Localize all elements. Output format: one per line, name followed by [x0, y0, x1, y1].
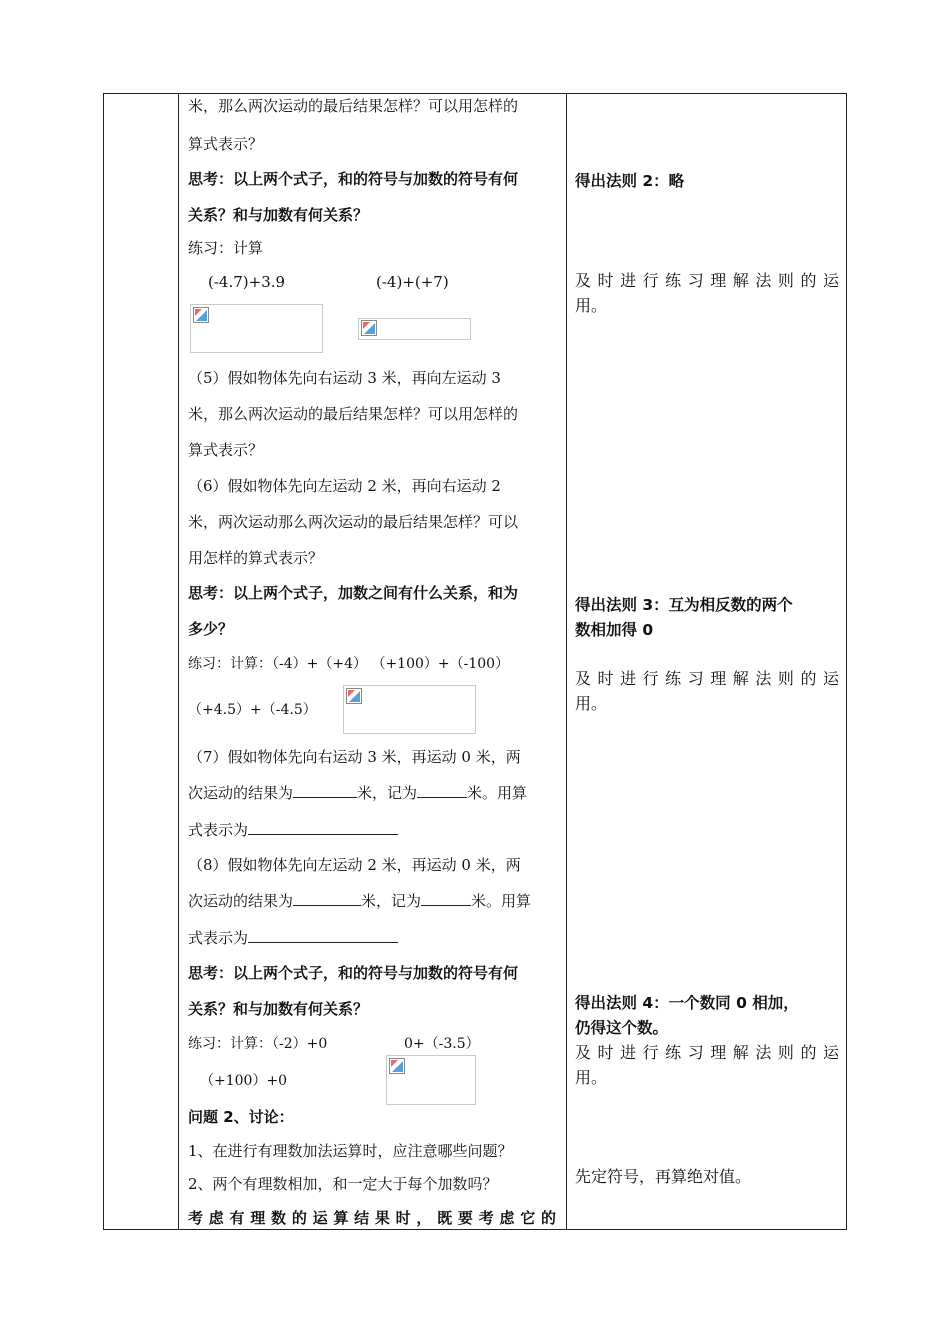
- practice-line: （+4.5）+（-4.5）: [188, 702, 317, 718]
- think-heading: 思考：以上两个式子，和的符号与加数的符号有何: [188, 170, 519, 188]
- question-5: （5）假如物体先向右运动 3 米，再向左运动 3: [188, 369, 501, 387]
- discussion-item: 2、两个有理数相加，和一定大于每个加数吗？: [188, 1175, 498, 1193]
- rule-4: 仍得这个数。: [575, 1019, 669, 1037]
- practice-line: （+100）+0: [200, 1073, 288, 1089]
- image-placeholder: [358, 318, 471, 340]
- practice-note: 用。: [575, 694, 608, 713]
- summary-note: 先定符号，再算绝对值。: [575, 1167, 752, 1186]
- question-6: （6）假如物体先向左运动 2 米，再向右运动 2: [188, 477, 501, 495]
- answer-blank[interactable]: [421, 891, 471, 906]
- answer-blank[interactable]: [293, 783, 357, 798]
- text: 米，记为: [361, 892, 422, 910]
- think-heading: 思考：以上两个式子，和的符号与加数的符号有何: [188, 964, 519, 982]
- broken-image-icon: [361, 320, 377, 336]
- text: 米，记为: [357, 784, 418, 802]
- practice-line: 0+（-3.5）: [404, 1036, 480, 1052]
- text: 次运动的结果为: [188, 784, 294, 802]
- fill-blank-line: [188, 783, 527, 803]
- broken-image-icon: [346, 688, 362, 704]
- rule-3: 得出法则 3：互为相反数的两个: [575, 596, 793, 614]
- rule-2: 得出法则 2：略: [575, 172, 685, 190]
- rule-4: 得出法则 4：一个数同 0 相加，: [575, 994, 799, 1012]
- practice-note: 用。: [575, 1068, 608, 1087]
- practice-note: 用。: [575, 296, 608, 315]
- text-line: 算式表示？: [188, 135, 264, 153]
- expression: (-4.7)+3.9: [208, 273, 286, 291]
- text-line: 米，那么两次运动的最后结果怎样？可以用怎样的: [188, 97, 519, 115]
- answer-blank[interactable]: [248, 820, 398, 835]
- discussion-item: 1、在进行有理数加法运算时，应注意哪些问题？: [188, 1142, 513, 1160]
- text: 式表示为: [188, 929, 249, 947]
- think-heading: 思考：以上两个式子，加数之间有什么关系，和为: [188, 584, 519, 602]
- fill-blank-line: [188, 928, 398, 948]
- text-line: 米，两次运动那么两次运动的最后结果怎样？可以: [188, 513, 519, 531]
- practice-note: 及时进行练习理解法则的运: [575, 669, 839, 688]
- expression: (-4)+(+7): [376, 273, 449, 291]
- text: 米。用算: [467, 784, 528, 802]
- question-7: （7）假如物体先向右运动 3 米，再运动 0 米，两: [188, 748, 521, 766]
- think-heading: 多少？: [188, 620, 234, 638]
- practice-label: 练习：计算: [188, 239, 264, 257]
- text-line: 用怎样的算式表示？: [188, 549, 324, 567]
- text-line: 算式表示？: [188, 441, 264, 459]
- column-divider-2: [566, 94, 567, 1229]
- think-heading: 关系？和与加数有何关系？: [188, 206, 369, 224]
- think-heading: 关系？和与加数有何关系？: [188, 1000, 369, 1018]
- answer-blank[interactable]: [417, 783, 467, 798]
- image-placeholder: [343, 685, 476, 734]
- fill-blank-line: [188, 820, 398, 840]
- practice-note: 及时进行练习理解法则的运: [575, 271, 839, 290]
- fill-blank-line: [188, 891, 531, 911]
- rule-3: 数相加得 0: [575, 621, 654, 639]
- image-placeholder: [386, 1055, 476, 1105]
- column-divider-1: [178, 94, 179, 1229]
- answer-blank[interactable]: [248, 928, 398, 943]
- conclusion-line: 考虑有理数的运算结果时，既要考虑它的: [188, 1209, 556, 1227]
- text: 式表示为: [188, 821, 249, 839]
- image-placeholder: [190, 304, 323, 353]
- broken-image-icon: [193, 307, 209, 323]
- problem-heading: 问题 2、讨论：: [188, 1108, 294, 1126]
- broken-image-icon: [389, 1058, 405, 1074]
- practice-note: 及时进行练习理解法则的运: [575, 1043, 839, 1062]
- text: 米。用算: [471, 892, 532, 910]
- text: 次运动的结果为: [188, 892, 294, 910]
- practice-line: 练习：计算：（-2）+0: [188, 1036, 328, 1052]
- answer-blank[interactable]: [293, 891, 361, 906]
- question-8: （8）假如物体先向左运动 2 米，再运动 0 米，两: [188, 856, 521, 874]
- text-line: 米，那么两次运动的最后结果怎样？可以用怎样的: [188, 405, 519, 423]
- practice-line: 练习：计算：（-4）+（+4） （+100）+（-100）: [188, 656, 510, 672]
